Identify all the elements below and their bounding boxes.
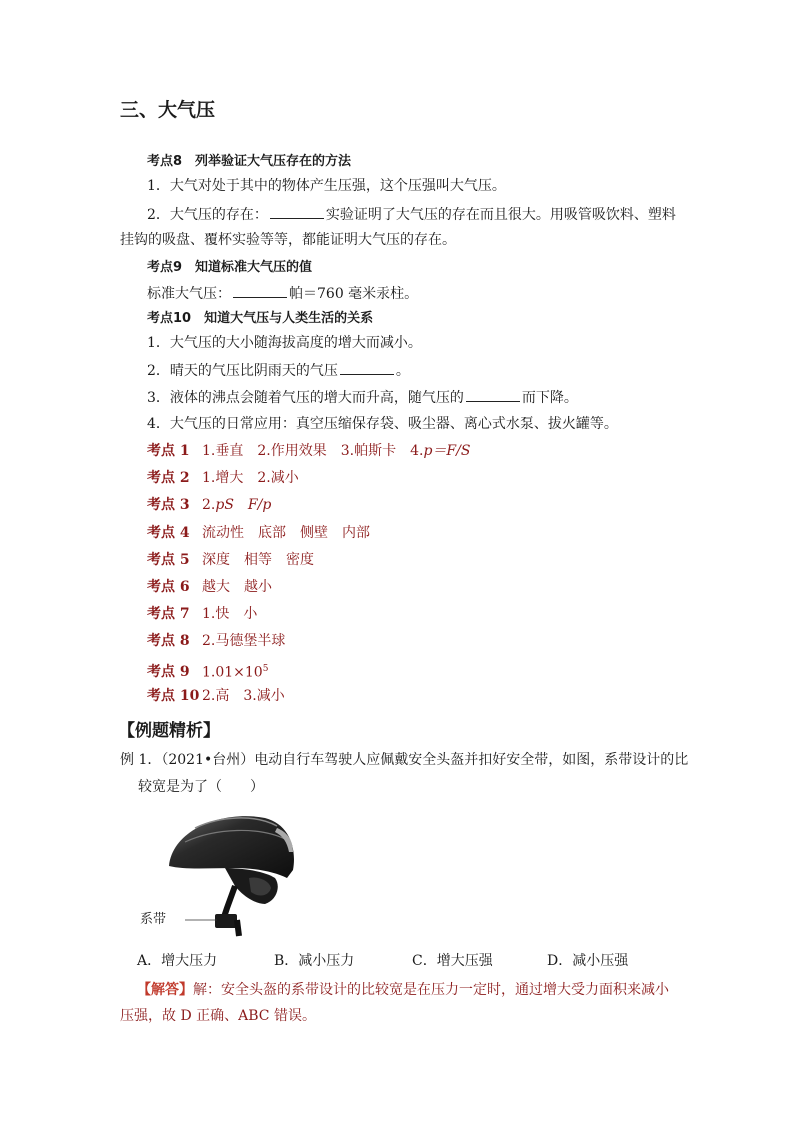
choice-b[interactable]: B．减小压力	[274, 953, 355, 969]
answer-row	[147, 441, 470, 461]
kp8-line3: 挂钩的吸盘、覆杯实验等等，都能证明大气压的存在。	[120, 232, 456, 248]
answer-text: 深度 相等 密度	[202, 551, 314, 568]
kp10-line3b: 而下降。	[521, 390, 578, 406]
kp8-line2b: 实验证明了大气压的存在而且很大。用吸管吸饮料、塑料	[325, 207, 676, 223]
kp9-line1a: 标准大气压：	[147, 286, 231, 302]
strap-label: 系带	[140, 912, 167, 927]
choice-d[interactable]: D．减小压强	[547, 953, 629, 969]
fill-blank	[270, 204, 324, 219]
answer-label: 考点 10	[147, 687, 200, 704]
answer-label: 考点 5	[147, 551, 190, 568]
answer-row	[147, 686, 285, 706]
example1-line2: 较宽是为了（ ）	[138, 779, 264, 795]
answer-text: 1.垂直 2.作用效果 3.帕斯卡 4.	[202, 443, 424, 459]
answer-row	[147, 631, 285, 651]
example-section-title: 【例题精析】	[118, 721, 220, 741]
answer-text: 2.马德堡半球	[202, 633, 286, 650]
solution-text1: 解：安全头盔的系带设计的比较宽是在压力一定时，通过增大受力面积来减小	[193, 982, 669, 998]
kp10-line2a: 2．晴天的气压比阴雨天的气压	[147, 363, 338, 379]
answer-label: 考点 9	[147, 664, 190, 681]
solution-label: 【解答】	[137, 982, 193, 998]
kp10-line1: 1．大气压的大小随海拔高度的增大而减小。	[147, 335, 422, 351]
answer-text: 1.增大 2.减小	[202, 470, 299, 487]
answer-row	[147, 550, 314, 570]
answer-text: 流动性 底部 侧壁 内部	[202, 524, 370, 541]
kp8-line2a: 2．大气压的存在：	[147, 207, 268, 223]
kp10-line3	[147, 387, 578, 408]
answer-row	[147, 659, 268, 683]
answer-row	[147, 577, 272, 597]
answer-label: 考点 8	[147, 633, 190, 650]
kp10-heading: 考点10 知道大气压与人类生活的关系	[147, 311, 374, 326]
fill-blank	[233, 283, 287, 298]
example1-line1: 例 1．（2021•台州）电动自行车驾驶人应佩戴安全头盔并扣好安全带，如图，系带设计的比	[120, 752, 689, 768]
answer-text: 2.高 3.减小	[202, 687, 285, 704]
helmet-image	[165, 808, 300, 943]
kp9-heading: 考点9 知道标准大气压的值	[147, 260, 313, 275]
kp8-heading: 考点8 列举验证大气压存在的方法	[147, 154, 352, 169]
fill-blank	[466, 387, 520, 402]
answer-exponent: 5	[262, 663, 269, 674]
answer-label: 考点 2	[147, 470, 190, 487]
choice-c[interactable]: C．增大压强	[412, 953, 493, 969]
answer-formula: p＝F/S	[423, 443, 471, 459]
answer-text: 越大 越小	[202, 579, 272, 595]
choice-a[interactable]: A．增大压力	[137, 953, 218, 969]
answer-formula: pS F/p	[215, 497, 272, 514]
answer-text: 1.快 小	[202, 606, 258, 623]
answer-row	[147, 523, 370, 543]
solution-line2: 压强，故 D 正确、ABC 错误。	[120, 1008, 316, 1024]
answer-label: 考点 4	[147, 524, 190, 541]
answer-label: 考点 3	[147, 497, 190, 514]
kp9-line1b: 帕＝760 毫米汞柱。	[289, 286, 419, 302]
kp10-line3a: 3．液体的沸点会随着气压的增大而升高，随气压的	[147, 390, 464, 406]
answer-label: 考点 1	[147, 443, 190, 459]
kp10-line2	[147, 360, 410, 381]
answer-label: 考点 7	[147, 606, 190, 623]
kp9-line1	[147, 283, 418, 304]
answer-text: 1.01×10	[202, 664, 263, 681]
answer-label: 考点 6	[147, 579, 190, 595]
fill-blank	[340, 360, 394, 375]
answer-row	[147, 468, 299, 488]
answer-row	[147, 604, 257, 624]
kp8-line2	[147, 204, 676, 225]
solution-line1	[137, 980, 669, 1000]
answer-row	[147, 495, 271, 515]
kp10-line4: 4．大气压的日常应用：真空压缩保存袋、吸尘器、离心式水泵、拔火罐等。	[147, 416, 618, 432]
kp10-line2b: 。	[395, 363, 410, 379]
section-title: 三、大气压	[120, 99, 216, 121]
kp8-line1: 1．大气对处于其中的物体产生压强，这个压强叫大气压。	[147, 178, 506, 194]
answer-text: 2.	[202, 497, 216, 514]
